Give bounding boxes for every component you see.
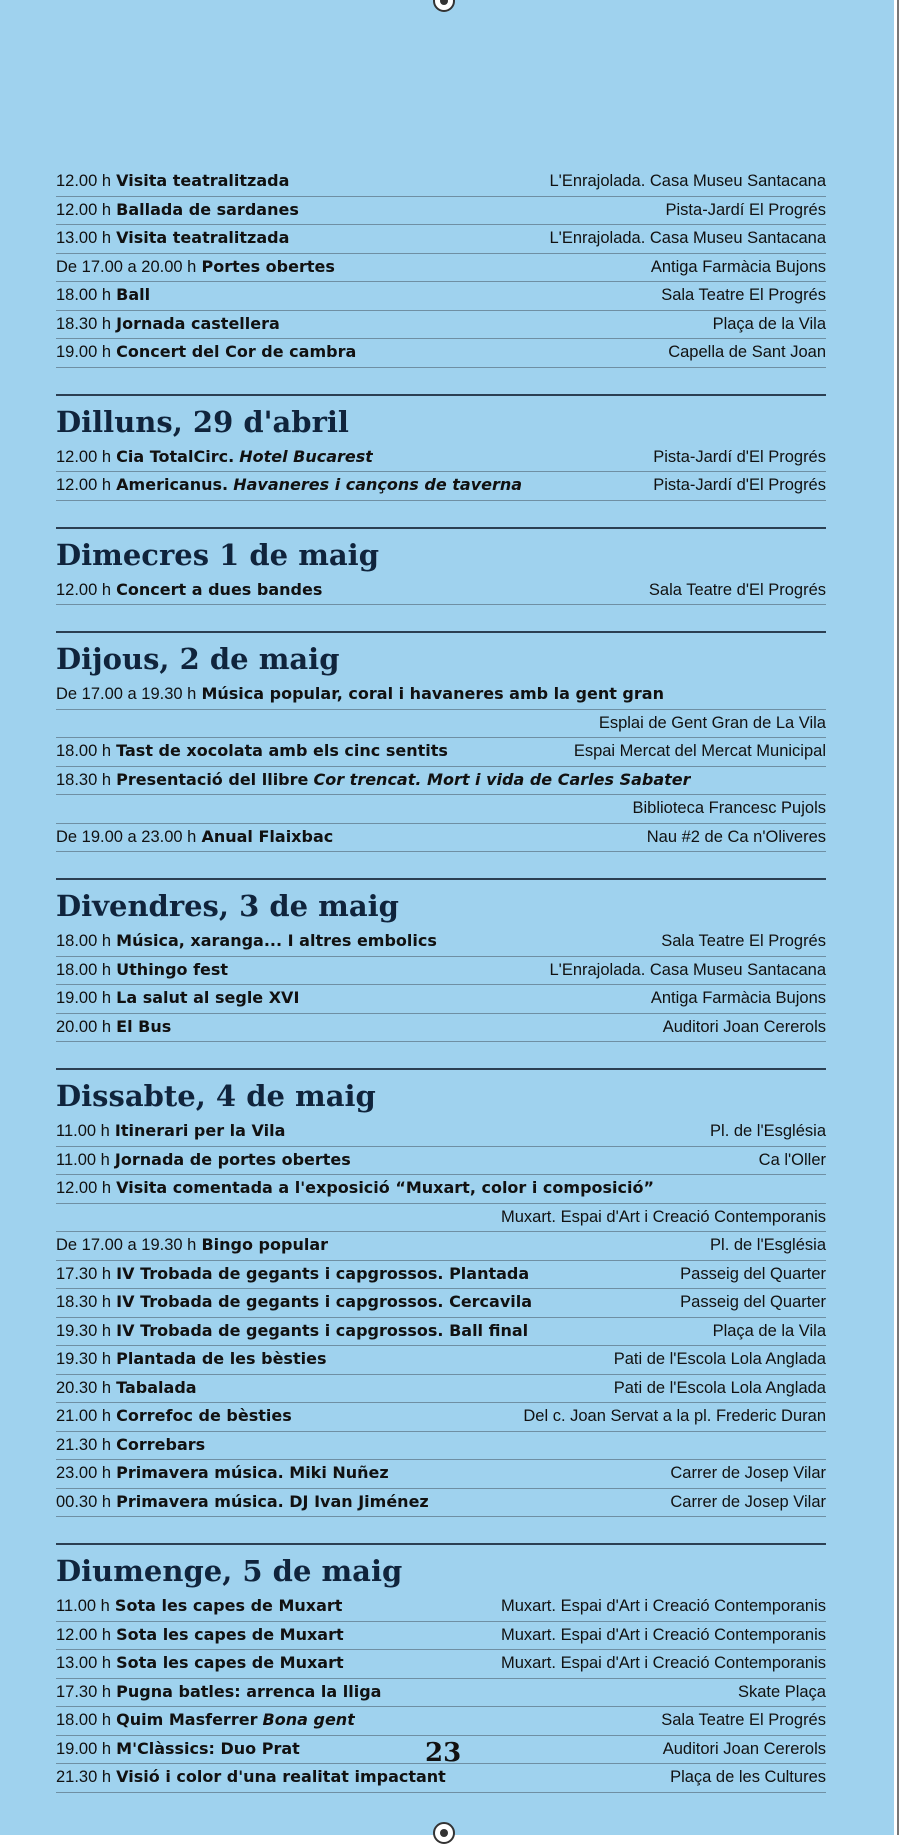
event-place: Sala Teatre El Progrés xyxy=(661,932,826,950)
event-info xyxy=(56,1706,355,1735)
event-time: 18.30 h xyxy=(56,1293,112,1311)
day-heading: Dilluns, 29 d'abril xyxy=(56,394,826,444)
event-time: 21.00 h xyxy=(56,1407,112,1425)
event-info xyxy=(56,680,664,709)
event-title: Primavera música. Miki Nuñez xyxy=(116,1463,389,1482)
event-info xyxy=(56,471,522,500)
event-title: Visió i color d'una realitat impactant xyxy=(116,1767,446,1786)
event-place: Pl. de l'Església xyxy=(710,1236,826,1254)
event-title: Ball xyxy=(116,285,151,304)
event-title: Presentació del llibre xyxy=(116,769,309,789)
day-heading: Dimecres 1 de maig xyxy=(56,527,826,577)
event-row xyxy=(56,1375,826,1404)
event-time: 20.30 h xyxy=(56,1378,112,1397)
event-info xyxy=(56,1431,205,1460)
event-info xyxy=(56,1592,342,1621)
event-title: Concert a dues bandes xyxy=(116,579,323,599)
event-title: IV Trobada de gegants i capgrossos. Cercavila xyxy=(116,1292,533,1311)
event-title: Bingo popular xyxy=(201,1235,329,1254)
event-title: M'Clàssics: Duo Prat xyxy=(116,1738,300,1758)
event-time: 19.00 h xyxy=(56,343,112,361)
event-row xyxy=(56,1622,826,1651)
event-row xyxy=(56,1232,826,1261)
event-time: 13.00 h xyxy=(56,229,112,247)
event-title: Cia TotalCirc. xyxy=(116,446,235,466)
event-row xyxy=(56,681,826,710)
event-info xyxy=(56,167,289,196)
event-row xyxy=(56,767,826,796)
event-time: 20.00 h xyxy=(56,1017,112,1036)
event-time: 17.30 h xyxy=(56,1682,112,1701)
event-place: L'Enrajolada. Casa Museu Santacana xyxy=(549,960,826,979)
event-info xyxy=(56,281,150,310)
event-row xyxy=(56,225,826,254)
event-place: Sala Teatre d'El Progrés xyxy=(648,580,826,599)
event-title-italic: Bona gent xyxy=(262,1710,355,1729)
event-row xyxy=(56,472,826,501)
event-info xyxy=(56,196,299,225)
event-row xyxy=(56,311,826,340)
event-time: 18.00 h xyxy=(56,286,112,304)
event-title: Visita teatralitzada xyxy=(116,171,290,190)
event-place: Auditori Joan Cererols xyxy=(662,1739,826,1758)
event-row xyxy=(56,339,826,368)
event-info xyxy=(56,1345,326,1374)
event-place: Pati de l'Escola Lola Anglada xyxy=(613,1378,826,1397)
event-place: Sala Teatre El Progrés xyxy=(661,286,826,304)
event-place: Espai Mercat del Mercat Municipal xyxy=(573,742,826,760)
event-place: Pista-Jardí d'El Progrés xyxy=(653,476,826,494)
event-time: 12.00 h xyxy=(56,447,112,466)
event-place: Auditori Joan Cererols xyxy=(662,1017,826,1036)
event-row xyxy=(56,1593,826,1622)
event-row xyxy=(56,1289,826,1318)
day-section xyxy=(56,394,826,501)
event-place: Muxart. Espai d'Art i Creació Contemporanis xyxy=(500,1597,826,1615)
event-place: Passeig del Quarter xyxy=(680,1293,826,1311)
event-title: IV Trobada de gegants i capgrossos. Ball final xyxy=(116,1320,529,1340)
event-time: De 19.00 a 23.00 h xyxy=(56,827,197,846)
event-info xyxy=(56,1317,528,1346)
event-time: 11.00 h xyxy=(56,1597,110,1615)
event-place: Carrer de Josep Vilar xyxy=(670,1464,826,1482)
event-place: Pista-Jardí El Progrés xyxy=(665,200,826,219)
event-time: 12.00 h xyxy=(56,200,112,219)
event-info xyxy=(56,1117,285,1146)
event-place: Plaça de la Vila xyxy=(712,314,826,333)
event-title: La salut al segle XVI xyxy=(116,988,300,1007)
event-time: 11.00 h xyxy=(56,1122,110,1140)
event-info xyxy=(56,1013,171,1042)
event-place: Del c. Joan Servat a la pl. Frederic Duran xyxy=(523,1407,826,1425)
event-place: Plaça de la Vila xyxy=(712,1321,826,1340)
event-title: Itinerari per la Vila xyxy=(114,1121,286,1140)
event-time: 17.30 h xyxy=(56,1264,112,1283)
crop-line xyxy=(897,0,899,1835)
event-place: L'Enrajolada. Casa Museu Santacana xyxy=(549,229,826,247)
event-time: 12.00 h xyxy=(56,476,112,494)
event-info xyxy=(56,1678,381,1707)
event-time: 18.00 h xyxy=(56,932,112,950)
event-title: Sota les capes de Muxart xyxy=(116,1653,344,1672)
event-title: Primavera música. DJ Ivan Jiménez xyxy=(116,1491,429,1511)
event-info xyxy=(56,310,280,339)
event-time: 19.00 h xyxy=(56,989,112,1007)
event-row xyxy=(56,1346,826,1375)
event-info xyxy=(56,1459,389,1488)
event-time: 19.00 h xyxy=(56,1739,112,1758)
event-row xyxy=(56,1707,826,1736)
event-title: Ballada de sardanes xyxy=(116,199,299,219)
event-row xyxy=(56,1261,826,1290)
event-row xyxy=(56,1403,826,1432)
event-info xyxy=(56,737,448,766)
day-section xyxy=(56,1068,826,1517)
event-time: 18.30 h xyxy=(56,770,112,789)
event-row xyxy=(56,928,826,957)
event-place: Carrer de Josep Vilar xyxy=(670,1492,826,1511)
event-title: IV Trobada de gegants i capgrossos. Plantada xyxy=(116,1263,530,1283)
event-row xyxy=(56,1147,826,1176)
event-place: Muxart. Espai d'Art i Creació Contemporanis xyxy=(500,1625,826,1644)
event-place: Muxart. Espai d'Art i Creació Contemporanis xyxy=(56,1204,826,1233)
event-title: Música, xaranga... I altres embolics xyxy=(116,931,437,950)
event-time: 19.30 h xyxy=(56,1350,112,1368)
event-place: Pati de l'Escola Lola Anglada xyxy=(613,1350,826,1368)
event-title: Sota les capes de Muxart xyxy=(114,1596,343,1615)
event-place: Antiga Farmàcia Bujons xyxy=(650,257,826,276)
event-time: 12.00 h xyxy=(56,580,112,599)
event-time: 11.00 h xyxy=(56,1150,110,1169)
event-row xyxy=(56,824,826,853)
event-time: 18.00 h xyxy=(56,960,112,979)
event-time: 12.00 h xyxy=(56,1625,112,1644)
event-info xyxy=(56,1763,446,1792)
day-heading: Dijous, 2 de maig xyxy=(56,631,826,681)
event-info xyxy=(56,1174,654,1203)
event-row xyxy=(56,957,826,986)
event-row xyxy=(56,1489,826,1518)
event-info xyxy=(56,1621,344,1650)
event-row xyxy=(56,444,826,473)
registration-mark-icon xyxy=(433,0,455,12)
day-heading: Divendres, 3 de maig xyxy=(56,878,826,928)
event-row xyxy=(56,254,826,283)
event-place: Nau #2 de Ca n'Oliveres xyxy=(646,827,826,846)
day-section xyxy=(56,878,826,1042)
event-title-italic: Cor trencat. Mort i vida de Carles Sabater xyxy=(313,769,691,789)
event-title-italic: Havaneres i cançons de taverna xyxy=(233,475,523,494)
event-title: Concert del Cor de cambra xyxy=(116,342,357,361)
event-row xyxy=(56,577,826,606)
event-place: Sala Teatre El Progrés xyxy=(661,1711,826,1729)
event-title: Visita teatralitzada xyxy=(116,228,290,247)
event-row xyxy=(56,1014,826,1043)
event-place: Passeig del Quarter xyxy=(680,1264,826,1283)
event-row xyxy=(56,168,826,197)
day-heading: Diumenge, 5 de maig xyxy=(56,1543,826,1593)
event-place: Muxart. Espai d'Art i Creació Contemporanis xyxy=(500,1654,826,1672)
event-row xyxy=(56,197,826,226)
event-row xyxy=(56,1764,826,1793)
event-info xyxy=(56,338,356,367)
event-place: Esplai de Gent Gran de La Vila xyxy=(56,710,826,739)
event-title: Jornada castellera xyxy=(116,313,280,333)
event-time: De 17.00 a 19.30 h xyxy=(56,685,197,703)
day-heading: Dissabte, 4 de maig xyxy=(56,1068,826,1118)
event-row xyxy=(56,1679,826,1708)
event-info xyxy=(56,224,289,253)
event-place: Plaça de les Cultures xyxy=(670,1768,826,1786)
event-time: 12.00 h xyxy=(56,1179,112,1197)
event-place: Ca l'Oller xyxy=(758,1150,826,1169)
event-info xyxy=(56,766,691,795)
event-place: Capella de Sant Joan xyxy=(668,343,826,361)
event-time: 21.30 h xyxy=(56,1768,112,1786)
event-title: Visita comentada a l'exposició “Muxart, color i composició” xyxy=(116,1178,655,1197)
event-info xyxy=(56,1231,328,1260)
event-title: El Bus xyxy=(116,1016,172,1036)
event-row xyxy=(56,1432,826,1461)
registration-mark-icon xyxy=(433,1822,455,1844)
event-title: Tast de xocolata amb els cinc sentits xyxy=(116,741,448,760)
event-time: 23.00 h xyxy=(56,1464,112,1482)
event-time: 18.00 h xyxy=(56,1711,112,1729)
event-place: L'Enrajolada. Casa Museu Santacana xyxy=(549,172,826,190)
event-row xyxy=(56,282,826,311)
event-time: 13.00 h xyxy=(56,1654,112,1672)
event-title: Uthingo fest xyxy=(116,959,229,979)
event-row xyxy=(56,1650,826,1679)
event-time: 18.00 h xyxy=(56,742,112,760)
event-time: De 17.00 a 19.30 h xyxy=(56,1236,197,1254)
event-title: Correbars xyxy=(116,1434,206,1454)
event-info xyxy=(56,823,333,852)
event-time: 00.30 h xyxy=(56,1492,112,1511)
event-info xyxy=(56,576,322,605)
event-place: Antiga Farmàcia Bujons xyxy=(650,989,826,1007)
event-info xyxy=(56,1488,429,1517)
event-time: 19.30 h xyxy=(56,1321,112,1340)
event-place: Skate Plaça xyxy=(737,1682,826,1701)
event-title: Anual Flaixbac xyxy=(201,826,334,846)
event-info xyxy=(56,927,437,956)
event-row xyxy=(56,738,826,767)
event-title: Correfoc de bèsties xyxy=(116,1406,292,1425)
page-number: 23 xyxy=(425,1738,462,1768)
event-info xyxy=(56,1402,292,1431)
event-row xyxy=(56,1318,826,1347)
event-time: De 17.00 a 20.00 h xyxy=(56,257,197,276)
event-title: Quim Masferrer xyxy=(116,1710,258,1729)
event-time: 18.30 h xyxy=(56,314,112,333)
day-section xyxy=(56,631,826,852)
event-info xyxy=(56,253,335,282)
event-title-italic: Hotel Bucarest xyxy=(239,446,373,466)
event-title: Tabalada xyxy=(116,1377,197,1397)
event-row xyxy=(56,1175,826,1204)
event-title: Pugna batles: arrenca la lliga xyxy=(116,1681,382,1701)
event-place: Pista-Jardí d'El Progrés xyxy=(653,447,826,466)
event-title: Música popular, coral i havaneres amb la gent gran xyxy=(201,684,664,703)
event-time: 12.00 h xyxy=(56,172,112,190)
event-info xyxy=(56,1146,351,1175)
event-info xyxy=(56,956,228,985)
event-info xyxy=(56,1288,532,1317)
event-row xyxy=(56,985,826,1014)
event-title: Portes obertes xyxy=(201,256,335,276)
event-info xyxy=(56,443,373,472)
event-row xyxy=(56,1118,826,1147)
event-info xyxy=(56,1260,529,1289)
event-info xyxy=(56,1374,197,1403)
event-title: Plantada de les bèsties xyxy=(116,1349,327,1368)
event-row xyxy=(56,1460,826,1489)
event-schedule xyxy=(56,168,826,1793)
event-info xyxy=(56,984,299,1013)
event-title: Jornada de portes obertes xyxy=(114,1149,351,1169)
day-section xyxy=(56,527,826,606)
event-title: Americanus. xyxy=(116,475,229,494)
event-title: Sota les capes de Muxart xyxy=(116,1624,344,1644)
event-place: Biblioteca Francesc Pujols xyxy=(56,795,826,824)
event-place: Pl. de l'Església xyxy=(710,1122,826,1140)
event-info xyxy=(56,1649,344,1678)
first-day-block xyxy=(56,168,826,368)
event-info xyxy=(56,1735,300,1764)
event-time: 21.30 h xyxy=(56,1435,112,1454)
